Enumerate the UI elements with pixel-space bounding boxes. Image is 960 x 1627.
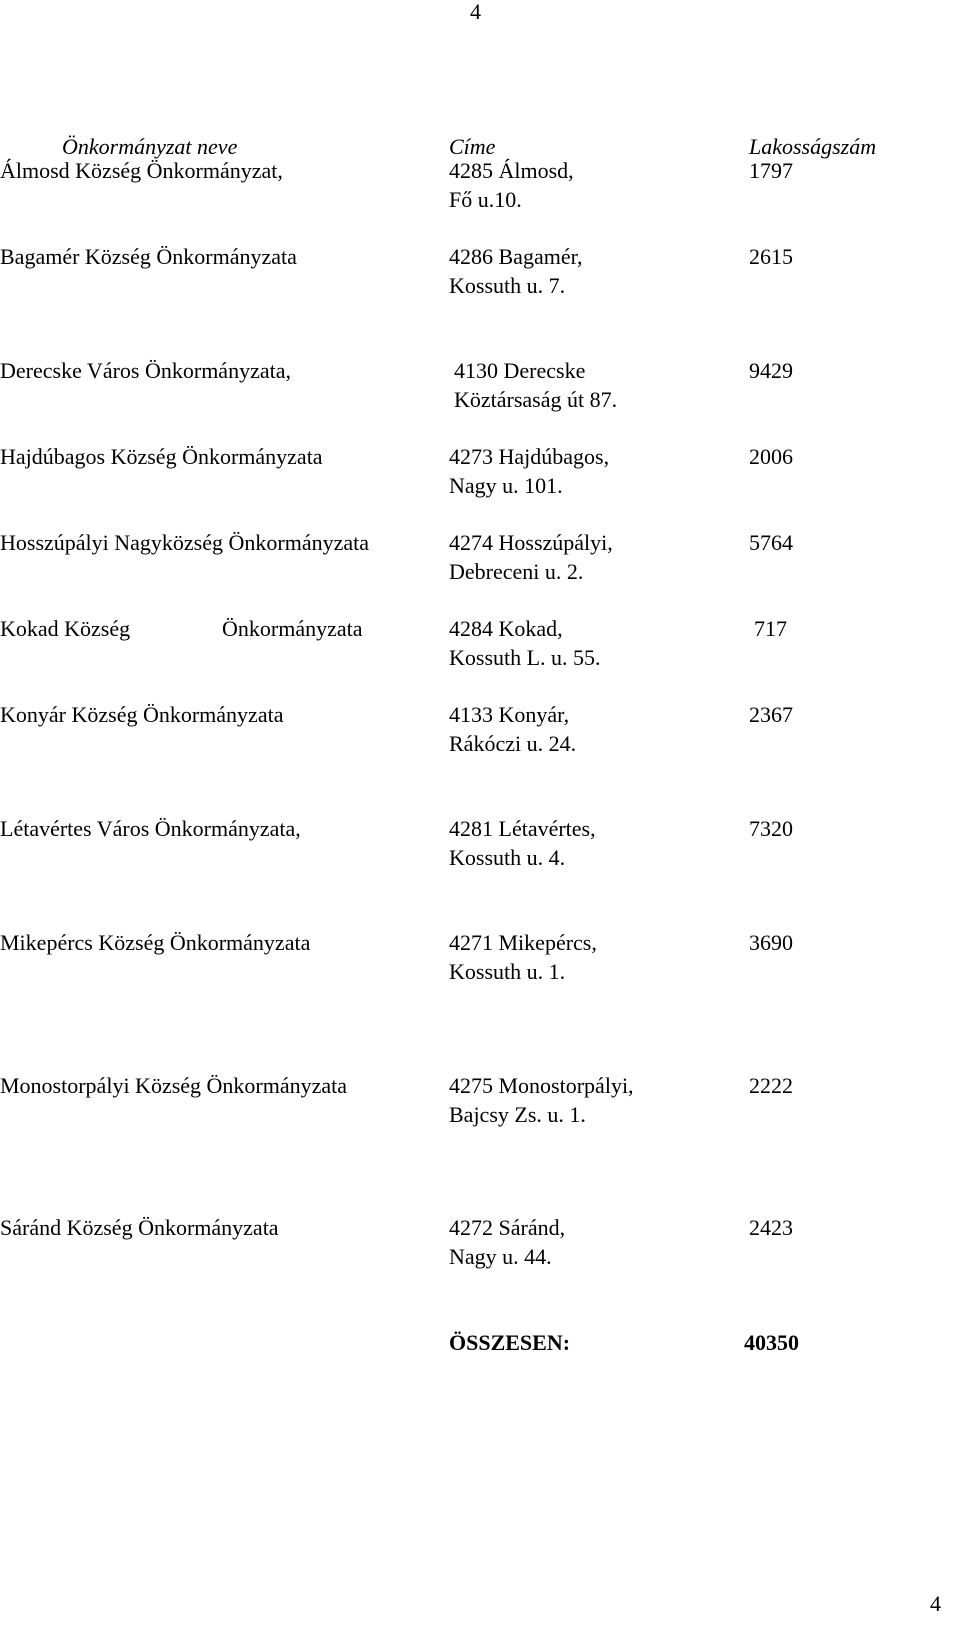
row-name: Hajdúbagos Község Önkormányzata — [0, 444, 323, 469]
row-name: Derecske Város Önkormányzata, — [0, 358, 291, 383]
row-population: 3690 — [749, 930, 793, 955]
row-name-part1: Kokad Község — [0, 616, 131, 641]
row-population: 1797 — [749, 158, 793, 183]
row-address-line2: Rákóczi u. 24. — [449, 731, 577, 756]
row-address-line2: Kossuth L. u. 55. — [449, 645, 601, 670]
page-number-top: 4 — [470, 0, 481, 24]
header-name: Önkormányzat neve — [62, 134, 238, 159]
row-address-line1: 4274 Hosszúpályi, — [449, 530, 613, 555]
row-population: 2615 — [749, 244, 793, 269]
row-population: 9429 — [749, 358, 793, 383]
row-population: 5764 — [749, 530, 793, 555]
row-population: 2222 — [749, 1073, 793, 1098]
row-name: Hosszúpályi Nagyközség Önkormányzata — [0, 530, 370, 555]
row-name: Létavértes Város Önkormányzata, — [0, 816, 301, 841]
header-address: Címe — [449, 134, 496, 159]
row-address-line1: 4281 Létavértes, — [449, 816, 596, 841]
row-address-line2: Kossuth u. 4. — [449, 845, 566, 870]
row-address-line2: Fő u.10. — [449, 187, 522, 212]
row-population: 2006 — [749, 444, 793, 469]
row-address-line2: Debreceni u. 2. — [449, 559, 584, 584]
row-address-line2: Köztársaság út 87. — [454, 387, 618, 412]
row-address-line1: 4284 Kokad, — [449, 616, 563, 641]
row-address-line1: 4285 Álmosd, — [449, 158, 574, 183]
row-address-line1: 4286 Bagamér, — [449, 244, 583, 269]
row-address-line1: 4275 Monostorpályi, — [449, 1073, 634, 1098]
row-name: Bagamér Község Önkormányzata — [0, 244, 297, 269]
row-population: 2367 — [749, 702, 793, 727]
row-name: Mikepércs Község Önkormányzata — [0, 930, 311, 955]
row-name: Álmosd Község Önkormányzat, — [0, 158, 283, 183]
row-address-line1: 4272 Sáránd, — [449, 1215, 566, 1240]
row-address-line2: Nagy u. 44. — [449, 1244, 552, 1269]
row-address-line2: Kossuth u. 1. — [449, 959, 566, 984]
total-label: ÖSSZESEN: — [449, 1330, 571, 1355]
header-population: Lakosságszám — [749, 134, 877, 159]
row-address-line1: 4273 Hajdúbagos, — [449, 444, 610, 469]
row-population: 717 — [754, 616, 787, 641]
row-population: 2423 — [749, 1215, 793, 1240]
row-address-line1: 4130 Derecske — [454, 358, 586, 383]
row-name: Sáránd Község Önkormányzata — [0, 1215, 279, 1240]
page-number-bottom: 4 — [930, 1591, 941, 1616]
row-address-line2: Bajcsy Zs. u. 1. — [449, 1102, 586, 1127]
row-address-line1: 4133 Konyár, — [449, 702, 570, 727]
row-name: Konyár Község Önkormányzata — [0, 702, 284, 727]
row-name: Monostorpályi Község Önkormányzata — [0, 1073, 348, 1098]
total-value: 40350 — [744, 1330, 799, 1355]
row-address-line2: Nagy u. 101. — [449, 473, 563, 498]
row-address-line1: 4271 Mikepércs, — [449, 930, 597, 955]
row-name-part2: Önkormányzata — [222, 616, 363, 641]
row-population: 7320 — [749, 816, 793, 841]
row-address-line2: Kossuth u. 7. — [449, 273, 566, 298]
